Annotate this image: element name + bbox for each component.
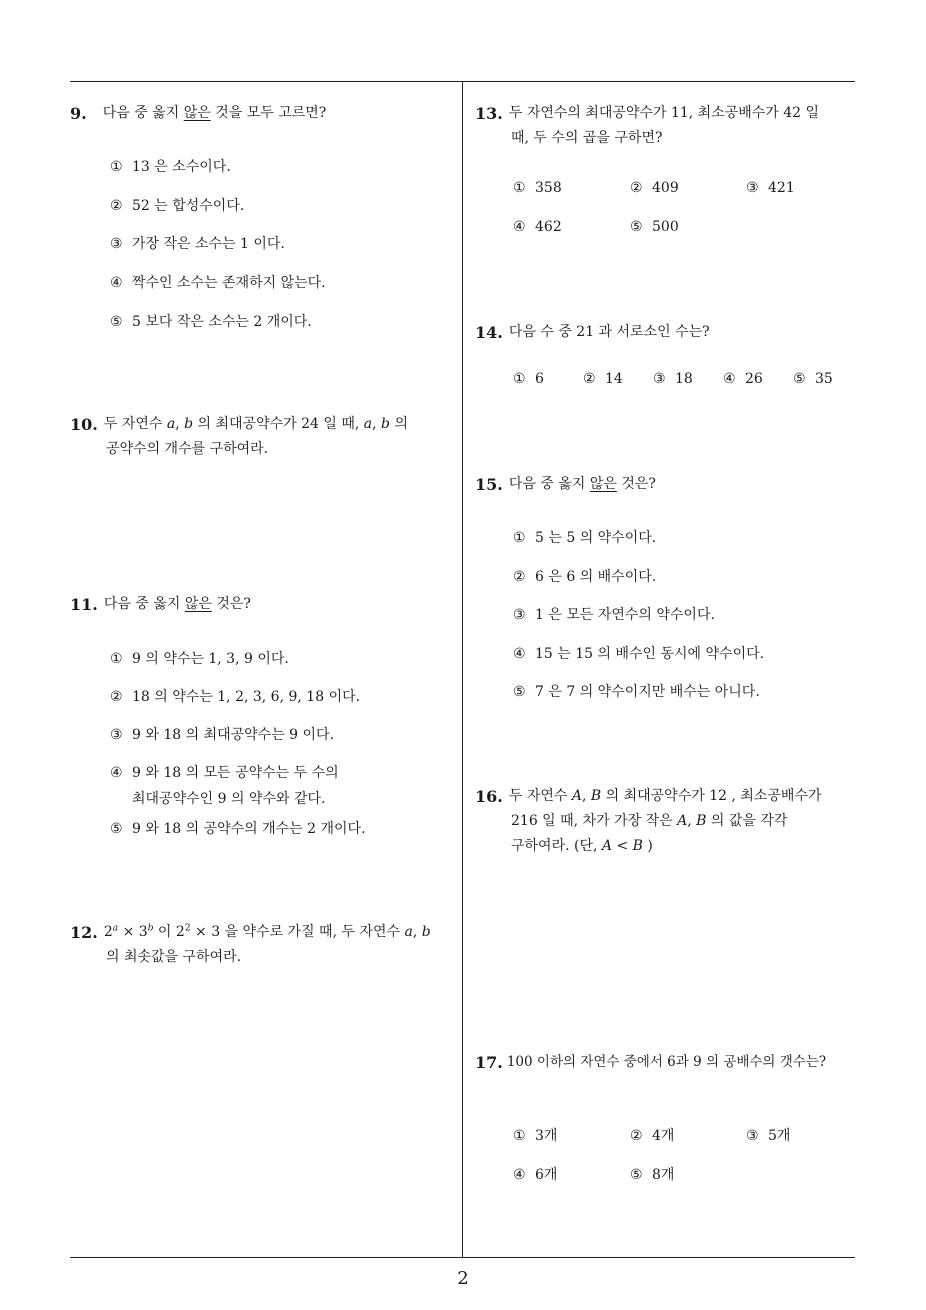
- choice-item[interactable]: ① 13 은 소수이다.: [110, 159, 231, 175]
- question-text: $2^a \times 3^b$ 이 $2^2 \times 3$ 을 약수로 가질 때, 두 자연수 a, b: [103, 923, 431, 940]
- choice-item[interactable]: ③ 가장 작은 소수는 1 이다.: [110, 236, 285, 252]
- choice-item[interactable]: ④ 15 는 15 의 배수인 동시에 약수이다.: [513, 646, 765, 662]
- choice-item[interactable]: ③ 421: [746, 180, 795, 196]
- question-number: 13.: [475, 104, 503, 123]
- choice-item[interactable]: ② 18 의 약수는 1, 2, 3, 6, 9, 18 이다.: [110, 689, 361, 705]
- question-12: [70, 920, 455, 970]
- choice-item[interactable]: ⑤ 9 와 18 의 공약수의 개수는 2 개이다.: [110, 821, 366, 837]
- choice-item[interactable]: ② 52 는 합성수이다.: [110, 198, 245, 214]
- question-text-line2: 216 일 때, 차가 가장 작은 A, B 의 값을 각각: [511, 813, 788, 829]
- choice-item[interactable]: ② 4개: [630, 1128, 675, 1144]
- underlined-word: 않은: [184, 596, 212, 612]
- page-number: 2: [457, 1268, 469, 1289]
- question-11: [70, 592, 455, 617]
- choice-item[interactable]: ① 6: [513, 371, 544, 387]
- question-text: 다음 중 옳지 않은 것을 모두 고르면?: [102, 105, 327, 121]
- choice-item[interactable]: ⑤ 500: [630, 219, 679, 235]
- question-17: [475, 1050, 860, 1075]
- choice-item[interactable]: ① 3개: [513, 1128, 558, 1144]
- question-text: 다음 수 중 21 과 서로소인 수는?: [508, 324, 710, 340]
- question-15: [475, 472, 860, 497]
- choice-item[interactable]: ② 6 은 6 의 배수이다.: [513, 569, 657, 585]
- question-number: 12.: [70, 923, 98, 942]
- question-10: [70, 412, 455, 462]
- question-9: [70, 101, 455, 126]
- question-13: [475, 101, 860, 151]
- question-text-line2: 공약수의 개수를 구하여라.: [106, 441, 269, 457]
- underlined-word: 않은: [589, 476, 617, 492]
- question-text-line2: 때, 두 수의 곱을 구하면?: [511, 130, 663, 146]
- question-number: 14.: [475, 323, 503, 342]
- choice-item[interactable]: ③ 9 와 18 의 최대공약수는 9 이다.: [110, 727, 335, 743]
- question-text: 다음 중 옳지 않은 것은?: [508, 476, 656, 492]
- choice-item[interactable]: ④ 26: [723, 371, 763, 387]
- question-16: [475, 784, 860, 859]
- question-number: 17.: [475, 1053, 503, 1072]
- question-text: 100 이하의 자연수 중에서 6과 9 의 공배수의 갯수는?: [506, 1054, 827, 1070]
- choice-item[interactable]: ② 14: [583, 371, 623, 387]
- choice-item[interactable]: ⑤ 7 은 7 의 약수이지만 배수는 아니다.: [513, 684, 760, 700]
- choice-item[interactable]: ① 9 의 약수는 1, 3, 9 이다.: [110, 651, 289, 667]
- choice-item[interactable]: ⑤ 5 보다 작은 소수는 2 개이다.: [110, 314, 312, 330]
- choice-item[interactable]: ① 358: [513, 180, 562, 196]
- question-text: 다음 중 옳지 않은 것은?: [103, 596, 251, 612]
- bottom-rule: [70, 1257, 855, 1258]
- question-text: 두 자연수 a, b 의 최대공약수가 24 일 때, a, b 의: [103, 416, 408, 432]
- question-text: 두 자연수의 최대공약수가 11, 최소공배수가 42 일: [508, 105, 820, 121]
- choice-item[interactable]: ④ 6개: [513, 1167, 558, 1183]
- question-number: 11.: [70, 595, 98, 614]
- choice-item[interactable]: ④ 9 와 18 의 모든 공약수는 두 수의 최대공약수인 9 의 약수와 같다.: [110, 765, 339, 807]
- question-text-line2: 의 최솟값을 구하여라.: [106, 949, 242, 965]
- question-text-line3: 구하여라. (단, A < B ): [511, 838, 653, 854]
- underlined-word: 않은: [183, 105, 211, 121]
- question-number: 16.: [475, 787, 503, 806]
- choice-item[interactable]: ③ 1 은 모든 자연수의 약수이다.: [513, 607, 715, 623]
- question-number: 10.: [70, 415, 98, 434]
- question-14: [475, 320, 860, 345]
- question-number: 15.: [475, 475, 503, 494]
- choice-item[interactable]: ④ 짝수인 소수는 존재하지 않는다.: [110, 275, 326, 291]
- choice-item[interactable]: ④ 462: [513, 219, 562, 235]
- choice-item[interactable]: ③ 18: [653, 371, 693, 387]
- question-text: 두 자연수 A, B 의 최대공약수가 12 , 최소공배수가: [508, 788, 822, 804]
- choice-item[interactable]: ① 5 는 5 의 약수이다.: [513, 530, 657, 546]
- question-number: 9.: [70, 104, 87, 123]
- choice-item[interactable]: ⑤ 35: [793, 371, 833, 387]
- choice-item[interactable]: ② 409: [630, 180, 679, 196]
- column-divider: [462, 81, 463, 1258]
- choice-item[interactable]: ③ 5개: [746, 1128, 791, 1144]
- choice-item[interactable]: ⑤ 8개: [630, 1167, 675, 1183]
